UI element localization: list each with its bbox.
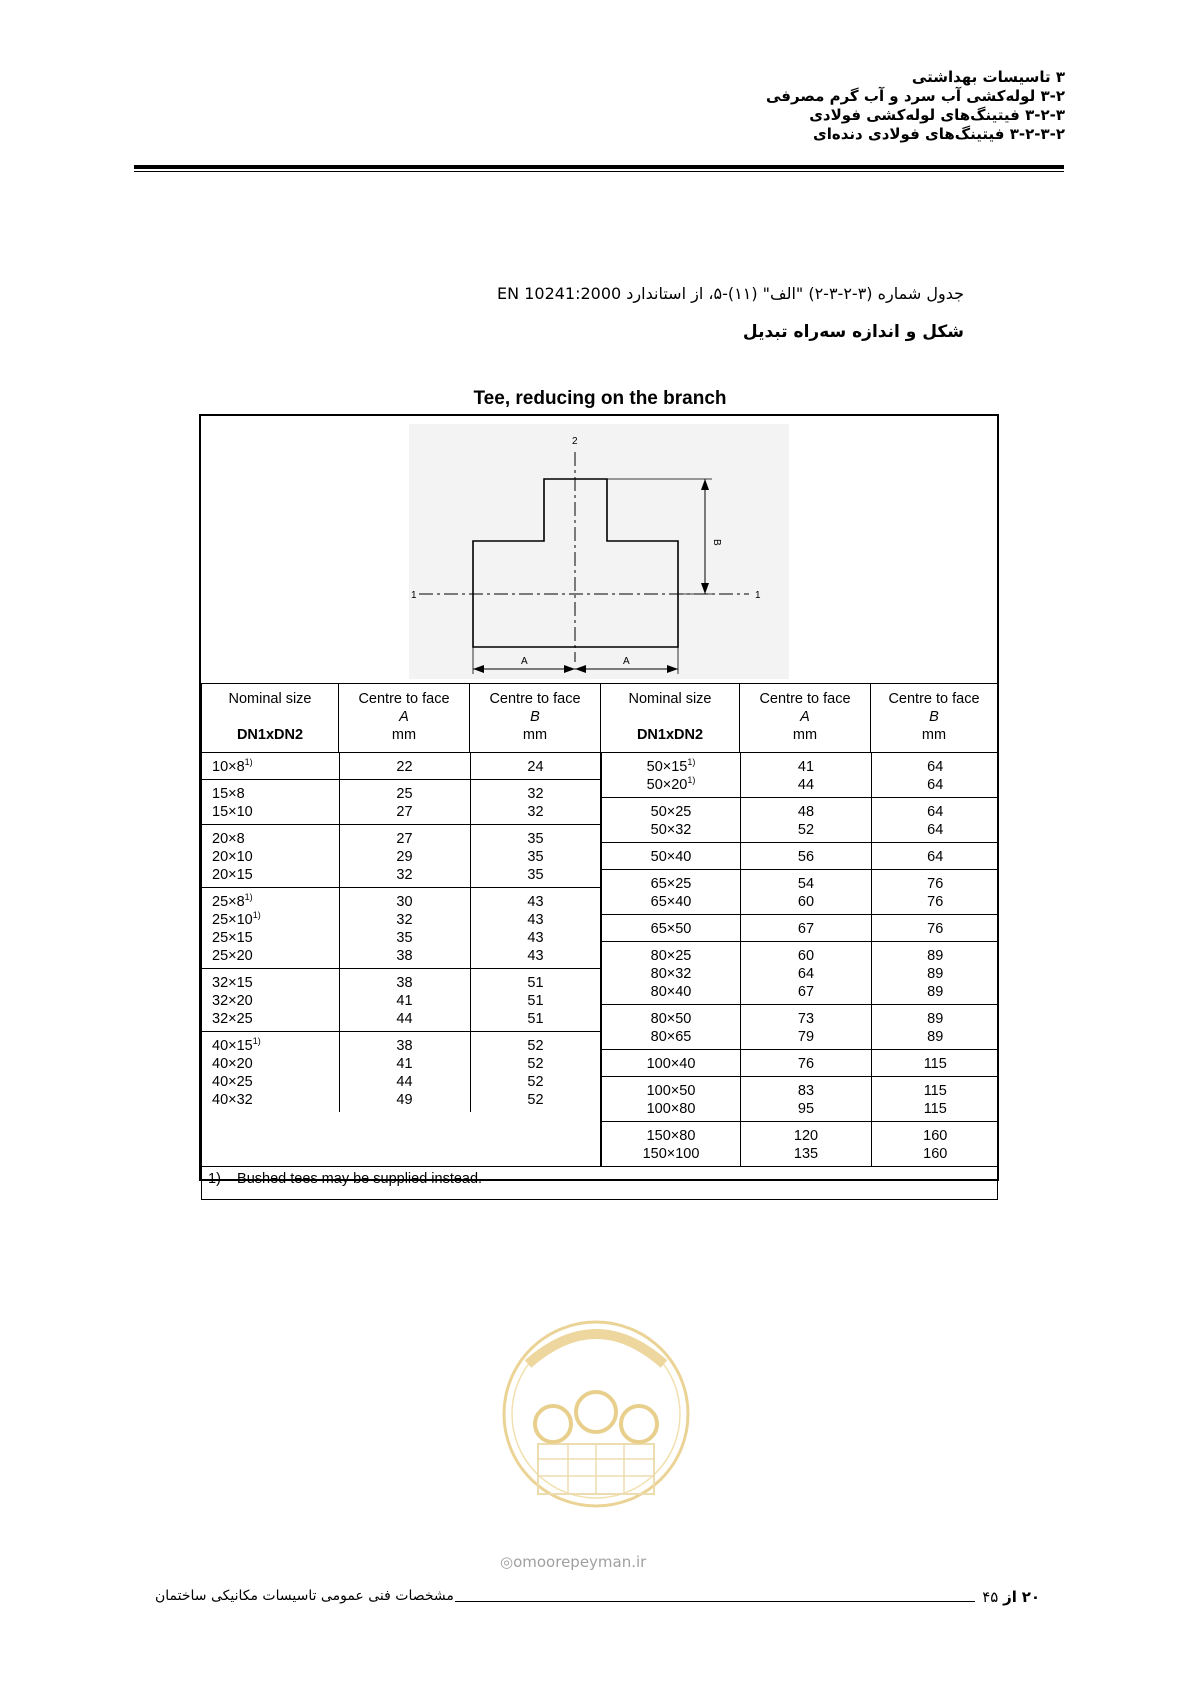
centre-a-value: 44: [396, 1011, 413, 1027]
centre-b-cell: [872, 1122, 999, 1167]
centre-b-value: 89: [927, 1029, 944, 1045]
header-nominal-size-right: Nominal size DN1xDN2: [601, 684, 740, 753]
centre-a-value: 38: [396, 948, 413, 964]
nominal-size: $50\times 15^{1)}$: [646, 757, 696, 775]
nominal-size: 40×32: [212, 1092, 253, 1108]
centre-b-value: 115: [923, 1083, 947, 1099]
nominal-size: 80×32: [650, 966, 692, 982]
footnote-ref: 1): [687, 775, 696, 786]
centre-a-value: 27: [396, 804, 413, 820]
centre-a-value: 48: [797, 804, 815, 820]
centre-a-cell: [741, 870, 872, 915]
centre-b-value: 64: [927, 822, 944, 838]
left-half-table: [202, 753, 602, 1112]
centre-b-value: 35: [527, 831, 544, 847]
dim-label-a-right: A: [623, 656, 630, 667]
nominal-size: 65×50: [650, 921, 692, 937]
centre-a-value: 79: [797, 1029, 815, 1045]
centre-b-cell: [470, 780, 601, 825]
centre-b-value: 32: [527, 786, 544, 802]
spec-table: [199, 414, 999, 1187]
centre-b-value: 89: [927, 984, 944, 1000]
nominal-size: 50×32: [650, 822, 692, 838]
centre-a-cell: [741, 1122, 872, 1167]
axis-label-2: 2: [572, 436, 578, 447]
table-header-row: [202, 684, 998, 753]
centre-b-value: 51: [527, 1011, 544, 1027]
footnote-ref: 1): [252, 1036, 261, 1047]
centre-b-cell: [872, 753, 999, 798]
table-group-row: [602, 1005, 999, 1050]
nominal-size: $40\times 15^{1)}$: [212, 1036, 261, 1054]
table-group-row: [202, 780, 601, 825]
header-centre-b-right: Centre to face B mm: [871, 684, 998, 753]
centre-a-value: 22: [396, 759, 413, 775]
nominal-size: 80×50: [650, 1011, 692, 1027]
header-centre-b-left: Centre to face B mm: [470, 684, 601, 753]
watermark-logo: [498, 1294, 694, 1544]
footer-document-title: مشخصات فنی عمومی تاسیسات مکانیکی ساختمان: [155, 1588, 454, 1604]
nominal-size: 20×10: [212, 849, 253, 865]
footnote-ref: 1): [252, 910, 261, 921]
centre-b-value: 64: [927, 777, 944, 793]
nominal-size-cell: [202, 969, 339, 1032]
centre-b-cell: [872, 1050, 999, 1077]
nominal-size: 150×80: [646, 1128, 696, 1144]
nominal-size: $25\times 8^{1)}$: [212, 892, 253, 910]
header-line-2: ۳-۲ لوله‌کشی آب سرد و آب گرم مصرفی: [765, 87, 1065, 105]
table-group-row: [602, 1077, 999, 1122]
nominal-size: 20×8: [212, 831, 245, 847]
centre-b-value: 64: [927, 804, 944, 820]
nominal-size-cell: [202, 825, 339, 888]
centre-a-value: 135: [793, 1146, 819, 1162]
nominal-size: 15×10: [212, 804, 253, 820]
nominal-size: 65×25: [650, 876, 692, 892]
centre-b-cell: [470, 753, 601, 780]
nominal-size: 65×40: [650, 894, 692, 910]
centre-b-cell: [872, 843, 999, 870]
nominal-size: 25×20: [212, 948, 253, 964]
table-group-row: [602, 753, 999, 798]
centre-b-value: 52: [527, 1092, 544, 1108]
dim-label-a-left: A: [521, 656, 528, 667]
nominal-size-cell: [602, 1122, 741, 1167]
centre-b-value: 35: [527, 867, 544, 883]
centre-a-value: 52: [797, 822, 815, 838]
centre-a-value: 83: [797, 1083, 815, 1099]
centre-b-value: 89: [927, 948, 944, 964]
right-half-table: [601, 753, 999, 1166]
nominal-size: 50×25: [650, 804, 692, 820]
centre-b-value: 64: [927, 849, 944, 865]
centre-b-cell: [872, 798, 999, 843]
nominal-size-cell: [602, 1050, 741, 1077]
centre-a-value: 120: [793, 1128, 819, 1144]
nominal-size: 100×50: [646, 1083, 696, 1099]
centre-b-value: 52: [527, 1074, 544, 1090]
centre-b-value: 43: [527, 930, 544, 946]
nominal-size: 32×20: [212, 993, 253, 1009]
centre-a-value: 54: [797, 876, 815, 892]
centre-a-value: 60: [797, 894, 815, 910]
nominal-size: 50×40: [650, 849, 692, 865]
centre-b-value: 35: [527, 849, 544, 865]
centre-b-value: 89: [927, 966, 944, 982]
footnote-ref: 1): [244, 892, 253, 903]
centre-a-cell: [339, 780, 470, 825]
centre-a-value: 73: [797, 1011, 815, 1027]
footnote: [202, 1167, 998, 1200]
centre-a-cell: [339, 1032, 470, 1113]
nominal-size-cell: [602, 1077, 741, 1122]
centre-a-value: 56: [797, 849, 815, 865]
centre-a-value: 41: [396, 993, 413, 1009]
centre-a-value: 60: [797, 948, 815, 964]
nominal-size-cell: [602, 915, 741, 942]
axis-label-1-left: 1: [411, 590, 417, 601]
centre-a-cell: [741, 1050, 872, 1077]
header-line-1: ۳ تاسیسات بهداشتی: [911, 68, 1065, 86]
header-nominal-size-left: Nominal size DN1xDN2: [202, 684, 339, 753]
right-half: [601, 753, 998, 1167]
nominal-size: 100×40: [646, 1056, 696, 1072]
nominal-size: $50\times 20^{1)}$: [646, 775, 696, 793]
centre-a-value: 41: [396, 1056, 413, 1072]
centre-a-cell: [741, 798, 872, 843]
nominal-size-cell: [202, 1032, 339, 1113]
nominal-size: 32×25: [212, 1011, 253, 1027]
nominal-size-cell: [602, 1005, 741, 1050]
centre-b-cell: [872, 915, 999, 942]
centre-a-value: 67: [797, 984, 815, 1000]
centre-a-cell: [339, 888, 470, 969]
centre-a-cell: [741, 1077, 872, 1122]
centre-a-value: 35: [396, 930, 413, 946]
nominal-size: 40×25: [212, 1074, 253, 1090]
nominal-size: 80×65: [650, 1029, 692, 1045]
watermark-url: ◎omoorepeyman.ir: [500, 1553, 647, 1571]
tee-drawing-area: [201, 416, 997, 684]
centre-a-cell: [339, 825, 470, 888]
centre-a-cell: [741, 753, 872, 798]
centre-a-cell: [339, 753, 470, 780]
centre-b-value: 52: [527, 1056, 544, 1072]
table-group-row: [602, 870, 999, 915]
centre-b-cell: [872, 870, 999, 915]
centre-b-value: 76: [927, 876, 944, 892]
section-header: [365, 68, 1065, 144]
table-group-row: [202, 969, 601, 1032]
centre-b-cell: [872, 1005, 999, 1050]
centre-b-value: 43: [527, 948, 544, 964]
table-group-row: [602, 798, 999, 843]
centre-b-cell: [470, 1032, 601, 1113]
centre-b-value: 160: [923, 1128, 948, 1144]
nominal-size-cell: [202, 888, 339, 969]
header-rule-thick: [134, 165, 1064, 169]
dim-label-b: B: [711, 539, 722, 546]
centre-b-value: 115: [923, 1101, 947, 1117]
centre-b-cell: [872, 1077, 999, 1122]
table-caption-number: جدول شماره (۳-۲-۳-۲) "الف" (۱۱)-۵، از استاندارد EN 10241:2000: [497, 284, 964, 303]
table-group-row: [202, 753, 601, 780]
centre-a-cell: [741, 942, 872, 1005]
nominal-size: 150×100: [642, 1146, 700, 1162]
nominal-size: 32×15: [212, 975, 253, 991]
footnote-number: 1): [208, 1171, 221, 1187]
centre-a-cell: [741, 915, 872, 942]
header-line-3: ۳-۲-۳ فیتینگ‌های لوله‌کشی فولادی: [809, 106, 1065, 124]
centre-b-cell: [470, 825, 601, 888]
footnote-text: Bushed tees may be supplied instead.: [237, 1171, 483, 1187]
centre-a-value: 44: [797, 777, 815, 793]
footnote-row: [202, 1167, 998, 1200]
centre-b-value: 76: [927, 921, 944, 937]
nominal-size-cell: [602, 798, 741, 843]
table-group-row: [602, 843, 999, 870]
table-group-row: [202, 888, 601, 969]
nominal-size: $25\times 10^{1)}$: [212, 910, 261, 928]
centre-b-cell: [872, 942, 999, 1005]
table-caption-title: شکل و اندازه سه‌راه تبدیل: [742, 322, 964, 342]
centre-a-value: 95: [797, 1101, 815, 1117]
centre-a-value: 25: [396, 786, 413, 802]
header-centre-a-right: Centre to face A mm: [740, 684, 871, 753]
table-group-row: [602, 942, 999, 1005]
table-title: Tee, reducing on the branch: [473, 388, 727, 409]
centre-a-value: 76: [797, 1056, 815, 1072]
centre-b-value: 51: [527, 975, 544, 991]
nominal-size-cell: [602, 843, 741, 870]
nominal-size-cell: [202, 780, 339, 825]
tee-drawing: [409, 424, 789, 679]
centre-a-value: 44: [396, 1074, 413, 1090]
table-group-row: [602, 1050, 999, 1077]
centre-b-value: 43: [527, 894, 544, 910]
centre-b-value: 76: [927, 894, 944, 910]
left-half: [202, 753, 601, 1167]
centre-b-value: 64: [927, 759, 944, 775]
centre-a-value: 30: [396, 894, 413, 910]
centre-a-value: 41: [797, 759, 815, 775]
nominal-size: 15×8: [212, 786, 245, 802]
centre-a-value: 49: [396, 1092, 413, 1108]
header-centre-a-left: Centre to face A mm: [339, 684, 470, 753]
header-line-4: ۳-۲-۳-۲ فیتینگ‌های فولادی دنده‌ای: [812, 125, 1065, 143]
centre-b-value: 43: [527, 912, 544, 928]
footer-rule: [455, 1601, 975, 1602]
centre-b-cell: [470, 969, 601, 1032]
centre-a-cell: [741, 1005, 872, 1050]
centre-a-cell: [339, 969, 470, 1032]
nominal-size: 25×15: [212, 930, 253, 946]
header-rule-thin: [134, 171, 1064, 172]
footnote-ref: 1): [687, 757, 696, 768]
nominal-size-cell: [602, 753, 741, 798]
table-body-row: [202, 753, 998, 1167]
table-group-row: [202, 1032, 601, 1113]
centre-a-value: 29: [396, 849, 413, 865]
centre-b-value: 115: [923, 1056, 947, 1072]
dimension-table: [201, 683, 998, 1200]
centre-b-value: 24: [527, 759, 544, 775]
centre-a-value: 32: [396, 867, 413, 883]
nominal-size-cell: [602, 942, 741, 1005]
nominal-size-cell: [202, 753, 339, 780]
centre-b-value: 51: [527, 993, 544, 1009]
nominal-size: 80×25: [650, 948, 692, 964]
nominal-size: $10\times 8^{1)}$: [212, 757, 253, 775]
centre-a-value: 27: [396, 831, 413, 847]
centre-b-cell: [470, 888, 601, 969]
nominal-size: 40×20: [212, 1056, 253, 1072]
centre-a-value: 67: [797, 921, 815, 937]
centre-a-value: 38: [396, 1038, 413, 1054]
table-group-row: [602, 1122, 999, 1167]
nominal-size: 20×15: [212, 867, 253, 883]
centre-a-value: 38: [396, 975, 413, 991]
footnote-ref: 1): [244, 757, 253, 768]
centre-b-value: 89: [927, 1011, 944, 1027]
centre-a-cell: [741, 843, 872, 870]
table-group-row: [202, 825, 601, 888]
nominal-size-cell: [602, 870, 741, 915]
table-group-row: [602, 915, 999, 942]
nominal-size: 80×40: [650, 984, 692, 1000]
centre-b-value: 52: [527, 1038, 544, 1054]
centre-a-value: 32: [396, 912, 413, 928]
footer-page-number: ۲۰ از ۴۵: [982, 1588, 1040, 1606]
axis-label-1-right: 1: [755, 590, 761, 601]
nominal-size: 100×80: [646, 1101, 696, 1117]
centre-a-value: 64: [797, 966, 815, 982]
centre-b-value: 32: [527, 804, 544, 820]
centre-b-value: 160: [923, 1146, 948, 1162]
